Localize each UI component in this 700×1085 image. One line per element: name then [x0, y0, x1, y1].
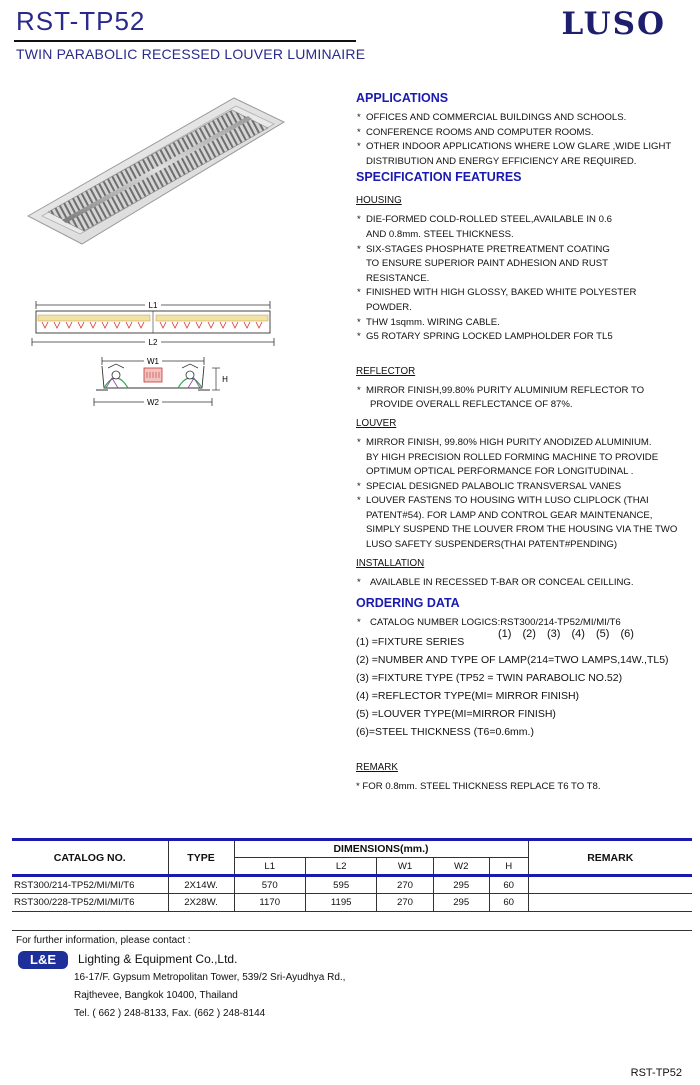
ordering-heading: ORDERING DATA — [356, 596, 460, 611]
catalog-cell: RST300/214-TP52/MI/MI/T6 — [12, 876, 168, 894]
louver-line: BY HIGH PRECISION ROLLED FORMING MACHINE TO PROVIDE — [366, 451, 659, 463]
w2-column-header: W2 — [433, 858, 489, 876]
ordering-line: (1) =FIXTURE SERIES — [356, 635, 465, 648]
h-column-header: H — [489, 858, 528, 876]
le-company-logo: L&E — [18, 951, 68, 969]
louver-line: OPTIMUM OPTICAL PERFORMANCE FOR LONGITUDINAL . — [366, 466, 634, 478]
catalog-column-header: CATALOG NO. — [12, 840, 168, 876]
catalog-cell: RST300/228-TP52/MI/MI/T6 — [12, 894, 168, 912]
side-dimension-diagram — [28, 296, 278, 350]
l2-cell: 595 — [305, 876, 376, 894]
housing-line: * SIX-STAGES PHOSPHATE PRETREATMENT COATING — [356, 243, 696, 258]
w2-cell: 295 — [433, 876, 489, 894]
applications-heading: APPLICATIONS — [356, 91, 449, 105]
housing-line: * FINISHED WITH HIGH GLOSSY, BAKED WHITE POLYESTER — [356, 286, 696, 301]
company-address-line: 16-17/F. Gypsum Metropolitan Tower, 539/2 Sri-Ayudhya Rd., — [74, 972, 346, 983]
housing-line: RESISTANCE. — [366, 272, 430, 284]
type-cell: 2X14W. — [168, 876, 234, 894]
table-row — [12, 876, 692, 894]
application-item: * CONFERENCE ROOMS AND COMPUTER ROOMS. — [356, 126, 696, 141]
remark-text: * FOR 0.8mm. STEEL THICKNESS REPLACE T6 TO T8. — [356, 780, 601, 792]
housing-line: AND 0.8mm. STEEL THICKNESS. — [366, 228, 514, 240]
remark-cell — [528, 876, 692, 894]
footer-model-code: RST-TP52 — [630, 1067, 682, 1079]
contact-intro: For further information, please contact : — [16, 935, 191, 946]
specification-heading: SPECIFICATION FEATURES — [356, 170, 522, 185]
model-title: RST-TP52 — [16, 6, 146, 36]
reflector-line: * MIRROR FINISH,99.80% PURITY ALUMINIUM REFLECTOR TO — [356, 384, 696, 399]
table-bottom-rule — [12, 930, 692, 931]
remark-cell — [528, 894, 692, 912]
specification-column — [356, 90, 696, 794]
l1-cell: 1170 — [234, 894, 305, 912]
title-rule — [14, 40, 356, 42]
remark-heading: REMARK — [356, 761, 398, 773]
l1-column-header: L1 — [234, 858, 305, 876]
w2-cell: 295 — [433, 894, 489, 912]
louver-line: PATENT#54). FOR LAMP AND CONTROL GEAR MAINTENANCE, — [366, 509, 653, 521]
louver-line: * LOUVER FASTENS TO HOUSING WITH LUSO CLIPLOCK (THAI — [356, 494, 696, 509]
louver-line: LUSO SAFETY SUSPENDERS(THAI PATENT#PENDING) — [366, 539, 618, 551]
ordering-line: (6)=STEEL THICKNESS (T6=0.6mm.) — [356, 725, 534, 738]
l1-label: L1 — [148, 301, 158, 310]
w1-cell: 270 — [377, 894, 433, 912]
ordering-line: (4) =REFLECTOR TYPE(MI= MIRROR FINISH) — [356, 689, 580, 702]
h-cell: 60 — [489, 894, 528, 912]
company-name: Lighting & Equipment Co.,Ltd. — [78, 952, 238, 966]
reflector-heading: REFLECTOR — [356, 365, 416, 377]
cross-section-diagram — [86, 354, 232, 412]
w2-label: W2 — [147, 398, 159, 407]
application-item-continued: DISTRIBUTION AND ENERGY EFFICIENCY ARE REQUIRED. — [366, 155, 637, 167]
h-label: H — [222, 375, 228, 384]
housing-line: * G5 ROTARY SPRING LOCKED LAMPHOLDER FOR TL5 — [356, 330, 696, 345]
type-column-header: TYPE — [168, 840, 234, 876]
product-subtitle: TWIN PARABOLIC RECESSED LOUVER LUMINAIRE — [16, 46, 366, 62]
type-cell: 2X28W. — [168, 894, 234, 912]
l2-column-header: L2 — [305, 858, 376, 876]
company-phone: Tel. ( 662 ) 248-8133, Fax. (662 ) 248-8144 — [74, 1008, 266, 1019]
dimensions-column-header: DIMENSIONS(mm.) — [234, 840, 528, 858]
installation-line: * AVAILABLE IN RECESSED T-BAR OR CONCEAL CEILLING. — [356, 576, 696, 591]
housing-line: TO ENSURE SUPERIOR PAINT ADHESION AND RUST — [366, 258, 609, 270]
louver-heading: LOUVER — [356, 417, 397, 429]
w1-label: W1 — [147, 357, 159, 366]
application-item: * OTHER INDOOR APPLICATIONS WHERE LOW GLARE ,WIDE LIGHT — [356, 140, 696, 155]
luminaire-product-image — [22, 94, 322, 254]
housing-line: * THW 1sqmm. WIRING CABLE. — [356, 316, 696, 331]
w1-column-header: W1 — [377, 858, 433, 876]
brand-logo: LUSO — [561, 6, 666, 42]
remark-column-header: REMARK — [528, 840, 692, 876]
louver-line: SIMPLY SUSPEND THE LOUVER FROM THE HOUSING VIA THE TWO — [366, 524, 678, 536]
catalog-logic: * CATALOG NUMBER LOGICS:RST300/214-TP52/MI/MI/T6 — [356, 616, 696, 631]
housing-heading: HOUSING — [356, 195, 402, 207]
h-cell: 60 — [489, 876, 528, 894]
l1-cell: 570 — [234, 876, 305, 894]
housing-line: POWDER. — [366, 301, 412, 313]
ordering-line: (3) =FIXTURE TYPE (TP52 = TWIN PARABOLIC NO.52) — [356, 671, 623, 684]
louver-line: * MIRROR FINISH, 99.80% HIGH PURITY ANODIZED ALUMINIUM. — [356, 436, 696, 451]
louver-line: * SPECIAL DESIGNED PALABOLIC TRANSVERSAL VANES — [356, 480, 696, 495]
dimensions-table — [12, 838, 692, 912]
catalog-logic-numbers: (1) (2) (3) (4) (5) (6) — [498, 627, 634, 640]
company-address-line: Rajthevee, Bangkok 10400, Thailand — [74, 990, 238, 1001]
reflector-line: PROVIDE OVERALL REFLECTANCE OF 87%. — [370, 399, 573, 411]
table-row — [12, 894, 692, 912]
w1-cell: 270 — [377, 876, 433, 894]
ordering-line: (2) =NUMBER AND TYPE OF LAMP(214=TWO LAMPS,14W.,TL5) — [356, 653, 669, 666]
ordering-line: (5) =LOUVER TYPE(MI=MIRROR FINISH) — [356, 707, 556, 720]
installation-heading: INSTALLATION — [356, 557, 425, 569]
application-item: * OFFICES AND COMMERCIAL BUILDINGS AND SCHOOLS. — [356, 111, 696, 126]
housing-line: * DIE-FORMED COLD-ROLLED STEEL,AVAILABLE IN 0.6 — [356, 213, 696, 228]
l2-label: L2 — [148, 338, 158, 347]
l2-cell: 1195 — [305, 894, 376, 912]
